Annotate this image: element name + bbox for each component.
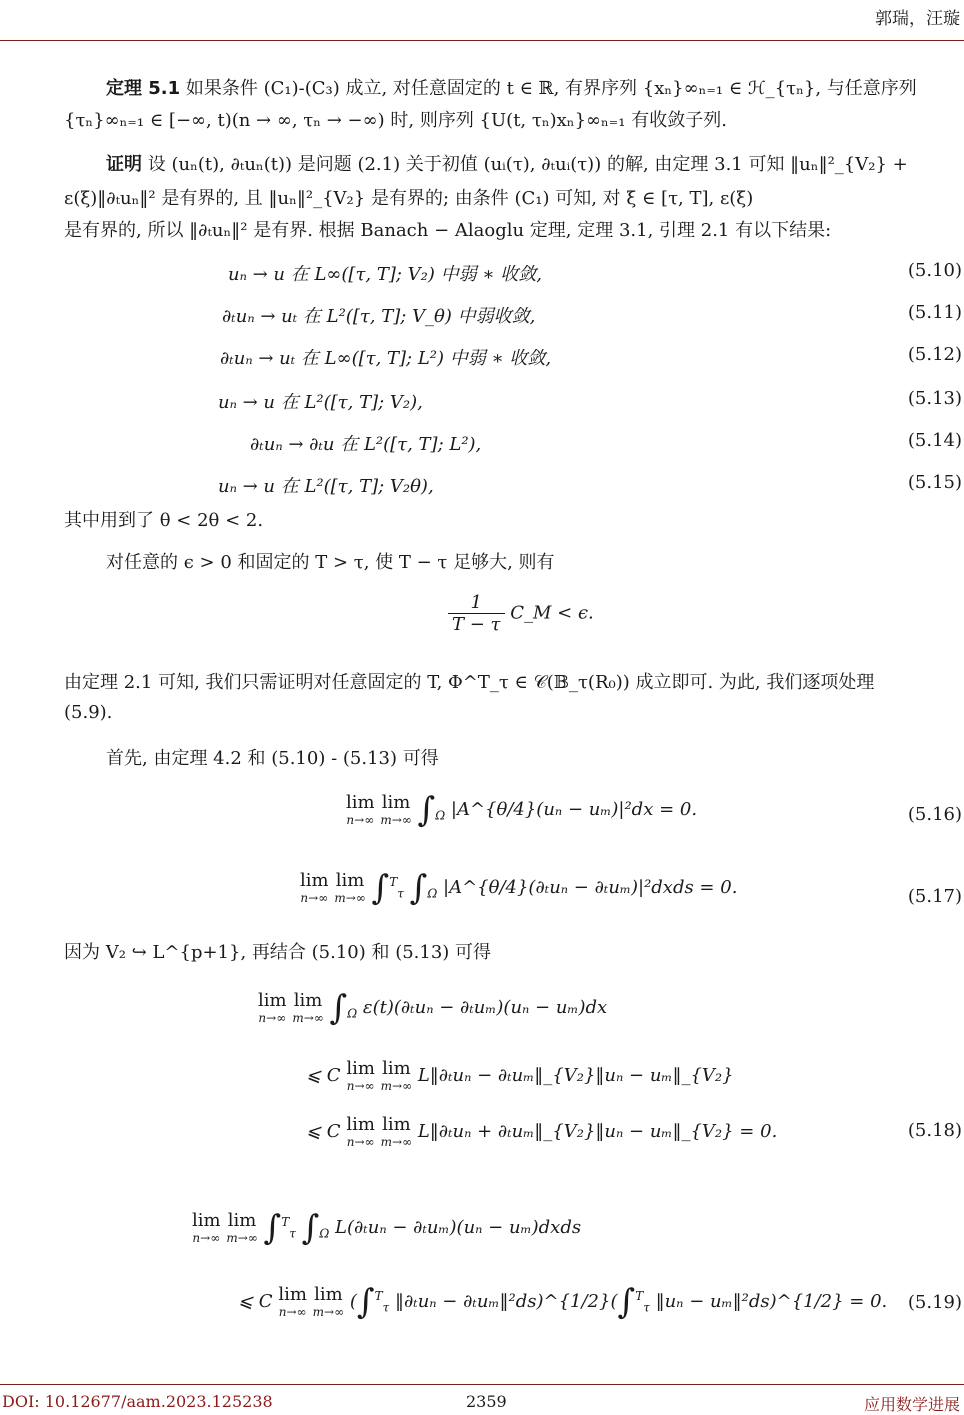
equation-5-17-body: |A^{θ/4}(∂ₜuₙ − ∂ₜuₘ)|²dxds = 0. — [443, 877, 738, 898]
proof-text-1: 设 (uₙ(t), ∂ₜuₙ(t)) 是问题 (2.1) 关于初值 (uᵢ(τ), ∂ₜuᵢ(τ)) 的解, 由定理 3.1 可知 ‖uₙ‖²_{V₂} + — [147, 154, 908, 175]
integral-sign: ∫ — [301, 1208, 320, 1248]
equation-5-14: ∂ₜuₙ → ∂ₜu 在 L²([τ, T]; L²), — [250, 434, 482, 455]
fraction-denominator: T − τ — [452, 614, 501, 635]
equation-5-15: uₙ → u 在 L²([τ, T]; V₂θ), — [218, 476, 434, 497]
integral-upper: T — [374, 1289, 383, 1303]
footer-page-number: 2359 — [466, 1392, 507, 1411]
theorem-text-1: 如果条件 (C₁)-(C₃) 成立, 对任意固定的 t ∈ ℝ, 有界序列 {xₙ}∞ₙ₌₁ ∈ ℋ_{τₙ}, 与任意序列 — [185, 78, 917, 99]
limit-n: lim n→∞ — [258, 990, 287, 1025]
equation-5-18-row-3 — [306, 1116, 777, 1148]
integral-sign: ∫ — [617, 1282, 636, 1322]
equation-number-5-15: (5.15) — [907, 472, 962, 493]
integral-lower: τ — [397, 886, 404, 901]
integral-domain: Ω — [435, 808, 446, 823]
footer-journal: 应用数学进展 — [863, 1395, 960, 1414]
integral-sign: ∫ — [371, 868, 390, 908]
limit-m: lim m→∞ — [380, 1058, 413, 1093]
equation-5-19-row-1-body: L(∂ₜuₙ − ∂ₜuₘ)(uₙ − uₘ)dxds — [335, 1217, 582, 1238]
limit-m: lim m→∞ — [292, 990, 324, 1025]
equation-5-19-row-1 — [192, 1208, 581, 1248]
open-paren: ( — [349, 1291, 357, 1312]
integral-domain: Ω — [319, 1226, 330, 1241]
equation-number-5-18: (5.18) — [907, 1120, 962, 1141]
integral-upper: T — [389, 875, 398, 889]
theta-remark: 其中用到了 θ < 2θ < 2. — [64, 510, 264, 531]
fraction-numerator: 1 — [448, 592, 505, 614]
integral-domain: Ω — [427, 886, 438, 901]
limit-n: lim n→∞ — [192, 1210, 221, 1245]
limit-n: lim n→∞ — [346, 792, 375, 827]
equation-number-5-14: (5.14) — [907, 430, 962, 451]
equation-5-18-row-2-body: L‖∂ₜuₙ − ∂ₜuₘ‖_{V₂}‖uₙ − uₘ‖_{V₂} — [417, 1065, 734, 1086]
footer-doi[interactable]: DOI: 10.12677/aam.2023.125238 — [2, 1392, 273, 1411]
limit-n: lim n→∞ — [278, 1284, 307, 1319]
limit-m: lim m→∞ — [312, 1284, 345, 1319]
integral-sign: ∫ — [417, 790, 436, 830]
leq-constant: ⩽ C — [306, 1121, 341, 1142]
header-authors: 郭瑞，汪璇 — [875, 9, 960, 29]
fraction-rest: C_M < ϵ. — [510, 602, 594, 624]
equation-5-13: uₙ → u 在 L²([τ, T]; V₂), — [218, 392, 423, 413]
equation-5-11: ∂ₜuₙ → uₜ 在 L²([τ, T]; V_θ) 中弱收敛, — [222, 306, 536, 327]
proof-text-2: ε(ξ)‖∂ₜuₙ‖² 是有界的, 且 ‖uₙ‖²_{V₂} 是有界的; 由条件 (C₁) 可知, 对 ξ ∈ [τ, T], ε(ξ) — [64, 188, 754, 209]
first-paragraph: 首先, 由定理 4.2 和 (5.10) - (5.13) 可得 — [106, 748, 439, 769]
equation-number-5-11: (5.11) — [907, 302, 962, 323]
footer-rule — [0, 1384, 964, 1385]
equation-number-5-10: (5.10) — [907, 260, 962, 281]
leq-constant: ⩽ C — [306, 1065, 341, 1086]
fraction-equation — [448, 592, 594, 635]
theorem-line-1 — [106, 74, 917, 100]
limit-m: lim m→∞ — [334, 870, 366, 905]
equation-5-19-row-2-part-1: ‖∂ₜuₙ − ∂ₜuₘ‖²ds)^{1/2}( — [394, 1291, 618, 1312]
equation-5-19-row-2-part-2: ‖uₙ − uₘ‖²ds)^{1/2} = 0. — [655, 1291, 888, 1312]
fraction — [448, 592, 505, 635]
equation-number-5-17: (5.17) — [907, 886, 962, 907]
integral-lower: τ — [643, 1300, 650, 1315]
integral-sign: ∫ — [356, 1282, 375, 1322]
integral-upper: T — [281, 1215, 290, 1229]
equation-5-12: ∂ₜuₙ → uₜ 在 L∞([τ, T]; L²) 中弱 ∗ 收敛, — [220, 348, 552, 369]
limit-m: lim m→∞ — [380, 1114, 413, 1149]
limit-n: lim n→∞ — [346, 1058, 375, 1093]
limit-n: lim n→∞ — [346, 1114, 375, 1149]
embedding-paragraph: 因为 V₂ ↪ L^{p+1}, 再结合 (5.10) 和 (5.13) 可得 — [64, 942, 492, 963]
integral-domain: Ω — [347, 1006, 358, 1021]
limit-m: lim m→∞ — [226, 1210, 258, 1245]
equation-5-18-row-2 — [306, 1060, 734, 1092]
proof-label: 证明 — [106, 154, 142, 175]
equation-number-5-19: (5.19) — [907, 1292, 962, 1313]
proof-line-1 — [106, 150, 908, 176]
equation-5-18-row-1-body: ε(t)(∂ₜuₙ − ∂ₜuₘ)(uₙ − uₘ)dx — [362, 997, 608, 1018]
epsilon-paragraph: 对任意的 ϵ > 0 和固定的 T > τ, 使 T − τ 足够大, 则有 — [106, 552, 555, 573]
limit-m: lim m→∞ — [380, 792, 412, 827]
integral-sign: ∫ — [329, 988, 348, 1028]
equation-5-19-row-2 — [238, 1282, 887, 1322]
equation-5-10: uₙ → u 在 L∞([τ, T]; V₂) 中弱 ∗ 收敛, — [228, 264, 543, 285]
equation-5-16-body: |A^{θ/4}(uₙ − uₘ)|²dx = 0. — [450, 799, 698, 820]
header-rule — [0, 40, 964, 41]
equation-5-18-row-1 — [258, 988, 607, 1028]
proof-text-3: 是有界的, 所以 ‖∂ₜuₙ‖² 是有界. 根据 Banach − Alaoglu 定理, 定理 3.1, 引理 2.1 有以下结果: — [64, 220, 832, 241]
limit-n: lim n→∞ — [300, 870, 329, 905]
equation-number-5-16: (5.16) — [907, 804, 962, 825]
theorem21-text-2: (5.9). — [64, 702, 113, 723]
integral-upper: T — [635, 1289, 644, 1303]
leq-constant: ⩽ C — [238, 1291, 273, 1312]
equation-number-5-13: (5.13) — [907, 388, 962, 409]
theorem-label: 定理 5.1 — [106, 78, 181, 99]
integral-lower: τ — [289, 1226, 296, 1241]
theorem21-text-1: 由定理 2.1 可知, 我们只需证明对任意固定的 T, Φ^T_τ ∈ 𝒞(𝔹_τ(R₀)) 成立即可. 为此, 我们逐项处理 — [64, 672, 875, 693]
integral-sign: ∫ — [263, 1208, 282, 1248]
integral-sign: ∫ — [409, 868, 428, 908]
theorem-text-2: {τₙ}∞ₙ₌₁ ∈ [−∞, t)(n → ∞, τₙ → −∞) 时, 则序列 {U(t, τₙ)xₙ}∞ₙ₌₁ 有收敛子列. — [64, 110, 727, 131]
equation-5-17 — [300, 868, 737, 908]
equation-5-16 — [346, 790, 697, 830]
integral-lower: τ — [382, 1300, 390, 1315]
equation-5-18-row-3-body: L‖∂ₜuₙ + ∂ₜuₘ‖_{V₂}‖uₙ − uₘ‖_{V₂} = 0. — [417, 1121, 778, 1142]
equation-number-5-12: (5.12) — [907, 344, 962, 365]
